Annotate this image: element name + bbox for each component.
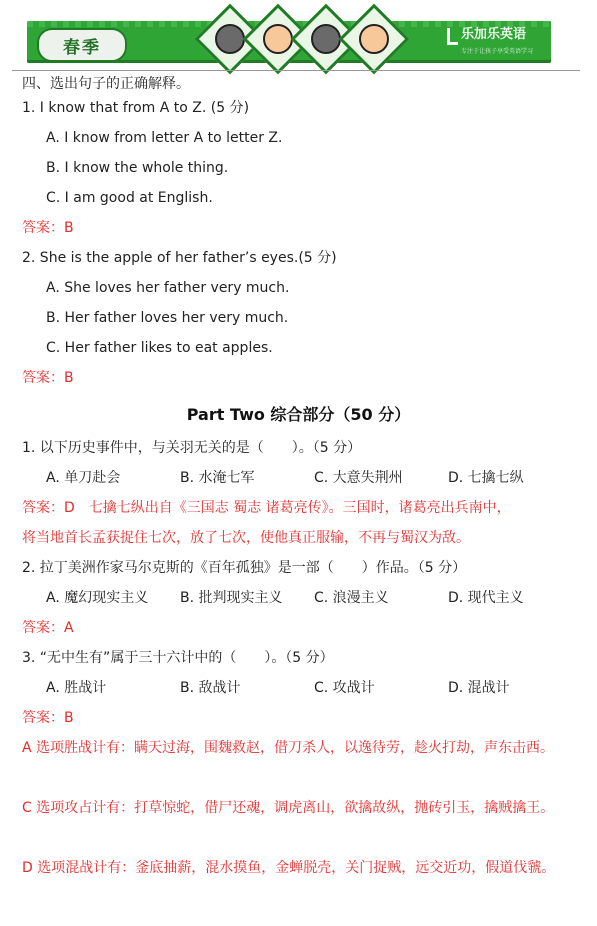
option-d: D. 混战计: [448, 680, 510, 696]
mascot-faces: [197, 8, 407, 68]
option-a: A. 魔幻现实主义: [46, 590, 149, 606]
question-stem: 2. She is the apple of her father’s eyes.(5 分): [22, 250, 337, 266]
answer-text: 答案：D 七擒七纵出自《三国志 蜀志 诸葛亮传》。三国时，诸葛亮出兵南中，: [22, 500, 511, 516]
option-d-note: D 选项混战计有：釜底抽薪，混水摸鱼，金蝉脱壳，关门捉贼，远交近功，假道伐虢。: [22, 860, 556, 876]
option-a: A. 单刀赴会: [46, 470, 121, 486]
answer-explanation: 将当地首长孟获捉住七次，放了七次，使他真正服输，不再与蜀汉为敌。: [22, 530, 470, 546]
option-a-note: A 选项胜战计有：瞒天过海，围魏救赵，借刀杀人，以逸待劳，趁火打劫，声东击西。: [22, 740, 555, 756]
part-two-title: Part Two 综合部分（50 分）: [186, 405, 411, 424]
header-divider: [12, 70, 580, 71]
season-label: 春季: [37, 28, 127, 62]
option-b: B. Her father loves her very much.: [46, 310, 289, 326]
answer-text: 答案：A: [22, 620, 74, 636]
section-heading: 四、选出句子的正确解释。: [22, 76, 190, 92]
answer-text: 答案：B: [22, 370, 74, 386]
option-a: A. She loves her father very much.: [46, 280, 290, 296]
option-c: C. 大意失荆州: [314, 470, 403, 486]
option-c: C. 攻战计: [314, 680, 375, 696]
question-stem: 3. “无中生有”属于三十六计中的（ ）。（5 分）: [22, 650, 334, 666]
option-a: A. 胜战计: [46, 680, 107, 696]
option-c: C. Her father likes to eat apples.: [46, 340, 273, 356]
brand-slogan: 专注于让孩子享受英语学习: [461, 48, 534, 55]
option-d: D. 七擒七纵: [448, 470, 524, 486]
option-b: B. 水淹七军: [180, 470, 255, 486]
brand-l-icon: [447, 28, 458, 45]
question-stem: 2. 拉丁美洲作家马尔克斯的《百年孤独》是一部（ ）作品。（5 分）: [22, 560, 467, 576]
option-a: A. I know from letter A to letter Z.: [46, 130, 283, 146]
option-b: B. I know the whole thing.: [46, 160, 229, 176]
boy-face-icon: [339, 4, 410, 75]
option-b: B. 批判现实主义: [180, 590, 283, 606]
brand-name: 乐加乐英语: [461, 27, 527, 42]
question-stem: 1. I know that from A to Z. (5 分): [22, 100, 250, 116]
option-c: C. 浪漫主义: [314, 590, 389, 606]
header-banner: [27, 8, 551, 68]
option-d: D. 现代主义: [448, 590, 524, 606]
option-c-note: C 选项攻占计有：打草惊蛇，借尸还魂，调虎离山，欲擒故纵，抛砖引玉，擒贼擒王。: [22, 800, 555, 816]
brand-logo: [447, 26, 537, 56]
option-b: B. 敌战计: [180, 680, 241, 696]
question-stem: 1. 以下历史事件中，与关羽无关的是（ ）。（5 分）: [22, 440, 362, 456]
answer-text: 答案：B: [22, 710, 74, 726]
option-c: C. I am good at English.: [46, 190, 213, 206]
answer-text: 答案：B: [22, 220, 74, 236]
